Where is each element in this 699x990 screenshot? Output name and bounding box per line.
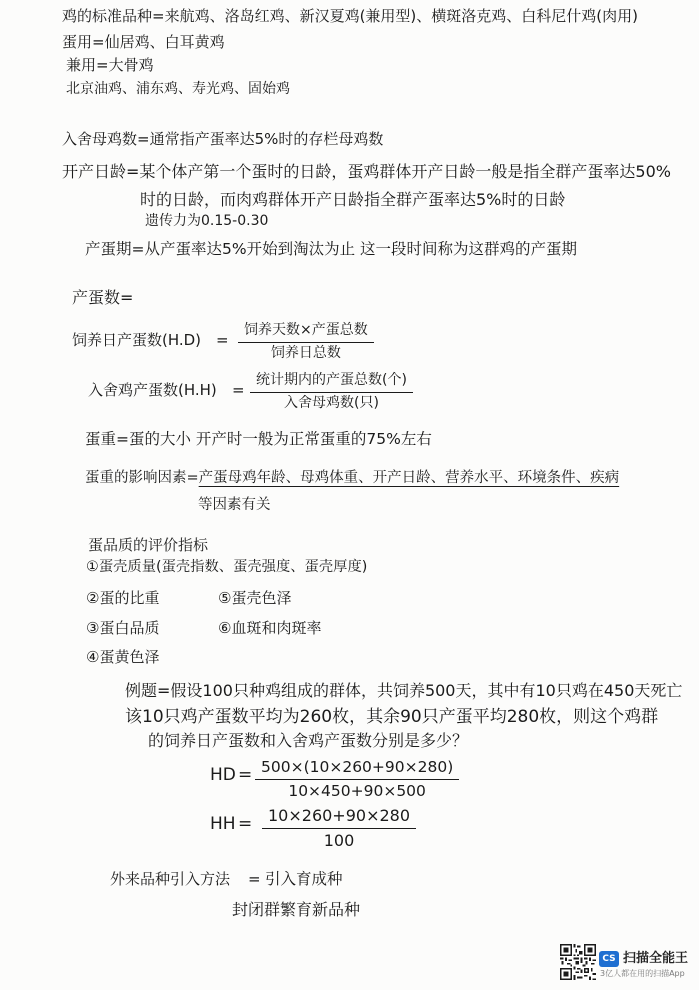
housed-hens-definition: 入舍母鸡数=通常指产蛋率达5%时的存栏母鸡数 <box>62 130 384 148</box>
egg-quality-item: ④蛋黄色泽 <box>86 648 160 666</box>
egg-type-breeds-line: 蛋用=仙居鸡、白耳黄鸡 <box>62 33 225 51</box>
introduction-method-1: 引入育成种 <box>265 870 343 888</box>
example-hh-fraction <box>262 806 416 851</box>
hen-day-label: 饲养日产蛋数(H.D) <box>72 331 202 349</box>
dual-type-breeds-line: 兼用=大骨鸡 <box>66 56 154 74</box>
egg-weight-factors-tail: 等因素有关 <box>198 497 271 513</box>
example-hd-denominator: 10×450+90×500 <box>288 782 426 801</box>
example-hd-numerator: 500×(10×260+90×280) <box>255 758 459 780</box>
egg-number-heading: 产蛋数= <box>72 288 134 307</box>
example-hh-denominator: 100 <box>323 831 355 850</box>
hen-housed-equals: = <box>232 381 245 399</box>
example-hd-label: HD <box>210 765 236 785</box>
example-line-1: 例题=假设100只种鸡组成的群体，共饲养500天，其中有10只鸡在450天死亡 <box>125 681 683 700</box>
hen-day-denominator: 饲养日总数 <box>270 344 341 361</box>
hen-day-equals: = <box>216 331 229 349</box>
hen-day-numerator: 饲养天数×产蛋总数 <box>238 322 374 343</box>
camscanner-tagline: 3亿人都在用的扫描App <box>600 969 685 978</box>
example-hd-fraction <box>255 758 459 802</box>
camscanner-logo-icon: CS <box>599 951 619 967</box>
onset-age-definition-line-1: 开产日龄=某个体产第一个蛋时的日龄，蛋鸡群体开产日龄一般是指全群产蛋率达50% <box>62 162 671 181</box>
introduction-methods-label: 外来品种引入方法 <box>110 870 231 888</box>
egg-quality-item: ②蛋的比重 <box>86 589 160 607</box>
egg-weight-factors-list: 产蛋母鸡年龄、母鸡体重、开产日龄、营养水平、环境条件、疾病 <box>198 470 620 486</box>
egg-quality-item: ⑤蛋壳色泽 <box>218 589 292 607</box>
egg-quality-item: ⑥血斑和肉斑率 <box>218 619 322 637</box>
egg-quality-item: ①蛋壳质量(蛋壳指数、蛋壳强度、蛋壳厚度) <box>86 559 368 575</box>
example-hd-equals: = <box>238 765 253 785</box>
introduction-method-2: 封闭群繁育新品种 <box>232 900 361 919</box>
standard-breeds-line: 鸡的标准品种=来航鸡、洛岛红鸡、新汉夏鸡(兼用型)、横斑洛克鸡、白科尼什鸡(肉用) <box>62 7 638 25</box>
laying-period-definition: 产蛋期=从产蛋率达5%开始到淘汰为止 这一段时间称为这群鸡的产蛋期 <box>85 240 578 258</box>
introduction-methods-equals: = <box>248 870 261 888</box>
camscanner-brand: 扫描全能王 <box>623 951 689 966</box>
example-hh-label: HH <box>210 814 236 834</box>
egg-weight-definition: 蛋重=蛋的大小 开产时一般为正常蛋重的75%左右 <box>85 430 432 448</box>
egg-quality-heading: 蛋品质的评价指标 <box>88 536 209 554</box>
example-hh-equals: = <box>238 814 253 834</box>
onset-age-definition-line-2: 时的日龄，而肉鸡群体开产日龄指全群产蛋率达5%时的日龄 <box>140 190 566 209</box>
egg-weight-factors-label: 蛋重的影响因素= <box>85 470 199 486</box>
hen-housed-label: 入舍鸡产蛋数(H.H) <box>88 381 217 399</box>
hen-housed-denominator: 入舍母鸡数(只) <box>284 394 379 411</box>
heritability-note: 遗传力为0.15-0.30 <box>145 213 269 229</box>
egg-weight-factors-line <box>85 471 619 486</box>
egg-quality-item: ③蛋白品质 <box>86 619 160 637</box>
hen-day-fraction <box>238 322 374 362</box>
example-line-2: 该10只鸡产蛋数平均为260枚，其余90只产蛋平均280枚，则这个鸡群 <box>125 707 659 727</box>
hen-housed-fraction <box>250 372 413 412</box>
hen-housed-numerator: 统计期内的产蛋总数(个) <box>250 372 413 393</box>
example-hh-numerator: 10×260+90×280 <box>262 806 416 829</box>
local-breeds-line: 北京油鸡、浦东鸡、寿光鸡、固始鸡 <box>66 81 290 97</box>
qr-code-icon <box>560 944 596 980</box>
example-line-3: 的饲养日产蛋数和入舍鸡产蛋数分别是多少？ <box>148 731 469 750</box>
